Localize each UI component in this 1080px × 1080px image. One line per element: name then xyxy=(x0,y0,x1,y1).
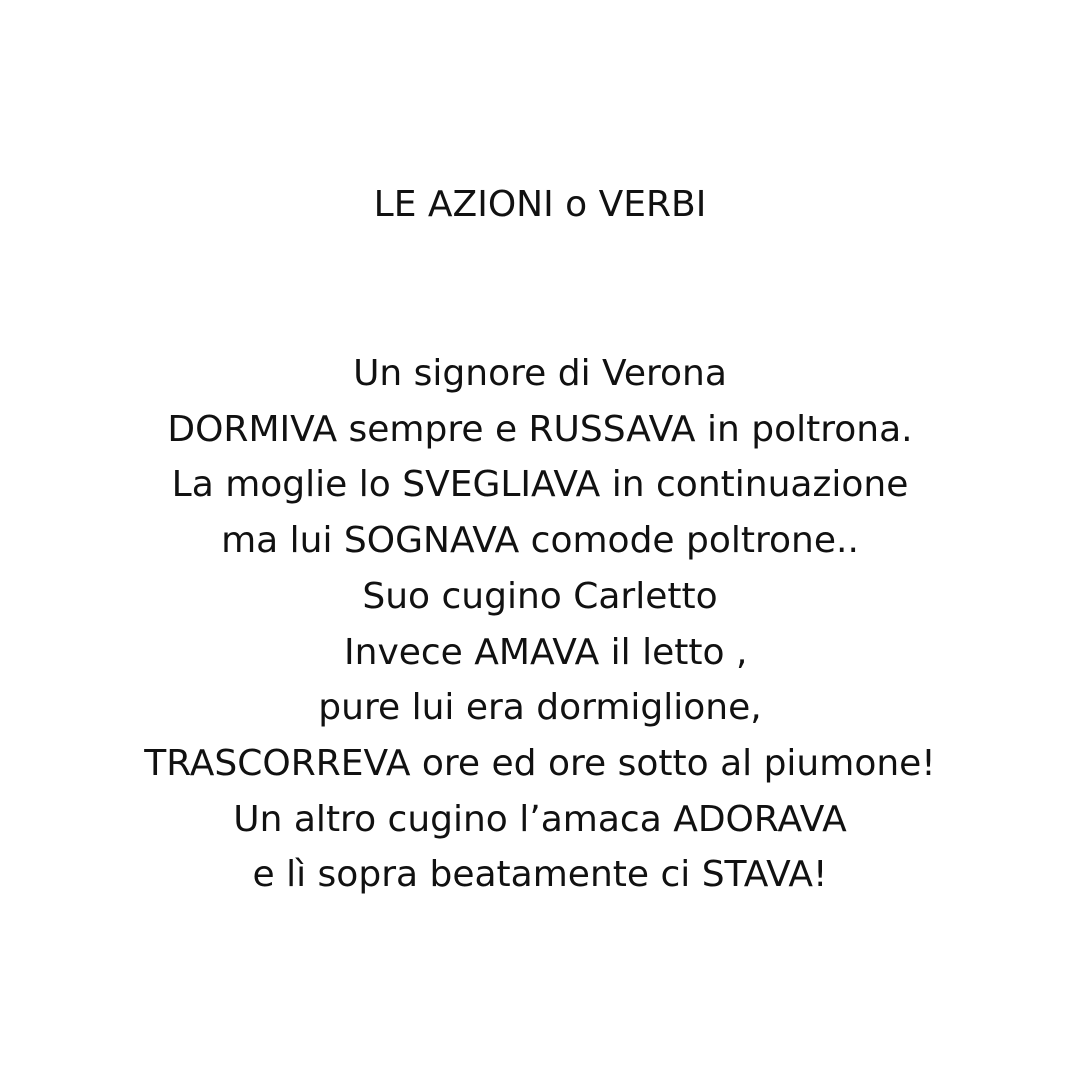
poem-line: Un signore di Verona xyxy=(353,353,727,394)
poem-line: pure lui era dormiglione, xyxy=(318,687,762,729)
poem-line: Un altro cugino l’amaca ADORAVA xyxy=(233,798,847,840)
poem-line: La moglie lo SVEGLIAVA in continuazione xyxy=(171,464,909,506)
poem-line: Suo cugino Carletto xyxy=(362,575,718,617)
page-title: LE AZIONI o VERBI xyxy=(373,184,707,225)
poem-line: ma lui SOGNAVA comode poltrone.. xyxy=(221,520,859,562)
poem-line: e lì sopra beatamente ci STAVA! xyxy=(252,854,828,896)
poem-text xyxy=(0,346,1080,903)
poem-line: TRASCORREVA ore ed ore sotto al piumone! xyxy=(144,742,936,784)
poem-line: DORMIVA sempre e RUSSAVA in poltrona. xyxy=(167,408,913,450)
poem-line: Invece AMAVA il letto , xyxy=(332,631,748,673)
